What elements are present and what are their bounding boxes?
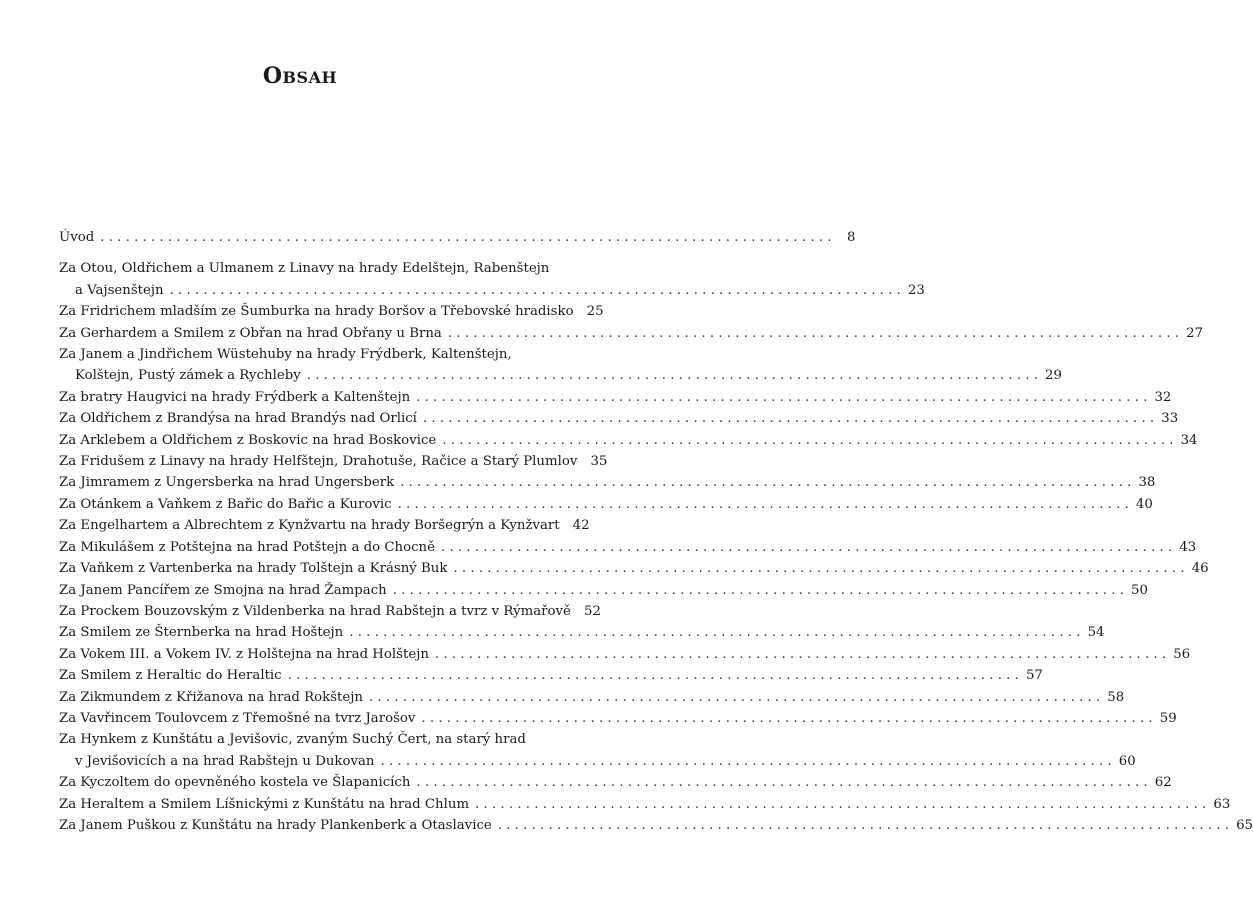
dot-leader: [423, 408, 1154, 429]
toc-entry-title: Za Oldřichem z Brandýsa na hrad Brandýs nad Orlicí: [59, 411, 417, 427]
toc-entry: [59, 644, 1191, 665]
dot-leader: [441, 537, 1172, 558]
title-rest: BSAH: [282, 68, 338, 88]
dot-leader: [416, 387, 1147, 408]
toc-entry-title: Za bratry Haugvici na hrady Frýdberk a Kaltenštejn: [59, 389, 411, 405]
toc-entry: [59, 537, 1197, 558]
toc-page-number: 34: [1180, 432, 1198, 448]
toc-page-number: 60: [1118, 753, 1136, 769]
toc-entry-title: Za Hynkem z Kunštátu a Jevišovic, zvaným Suchý Čert, na starý hrad: [59, 732, 526, 748]
toc-page-number: 35: [590, 454, 608, 470]
toc-entry-title: Za Smilem z Heraltic do Heraltic: [59, 668, 282, 684]
toc-entry: [59, 258, 925, 301]
toc-entry-title: Za Smilem ze Šternberka na hrad Hoštejn: [59, 625, 344, 641]
dot-leader: [369, 687, 1100, 708]
toc-entry: [59, 227, 856, 248]
toc-page-number: 50: [1131, 582, 1148, 598]
toc-entry-title: Za Janem Puškou z Kunštátu na hrady Plankenberk a Otaslavice: [59, 817, 492, 833]
toc-page-number: 40: [1135, 496, 1153, 512]
dot-leader: [393, 580, 1124, 601]
toc-entry-title: Za Otou, Oldřichem a Ulmanem z Linavy na hrady Edelštejn, Rabenštejn: [59, 261, 550, 277]
dot-leader: [400, 472, 1131, 493]
toc-page-number: 59: [1159, 710, 1177, 726]
dot-leader: [498, 815, 1229, 836]
toc-entry-title: Za Fridrichem mladším ze Šumburka na hrady Boršov a Třebovské hradisko: [59, 304, 574, 320]
toc-entry: [59, 451, 608, 472]
toc-entry-title: Za Otánkem a Vaňkem z Bařic do Bařic a Kurovic: [59, 496, 392, 512]
dot-leader: [448, 323, 1179, 344]
toc-entry: [59, 622, 1105, 643]
toc-page-number: 46: [1191, 561, 1209, 577]
toc-entry-title: Za Vavřincem Toulovcem z Třemošné na tvrz Jarošov: [59, 710, 416, 726]
toc-entry: [59, 558, 1209, 579]
toc-entry: [59, 708, 1177, 729]
table-of-contents: [59, 227, 1253, 836]
toc-page-number: 8: [847, 230, 856, 245]
toc-entry-title: Za Heraltem a Smilem Líšnickými z Kunštátu na hrad Chlum: [59, 796, 470, 812]
toc-entry: [59, 494, 1153, 515]
toc-entry: [59, 344, 1062, 387]
toc-entry: [59, 815, 1253, 836]
toc-page-number: 32: [1154, 389, 1172, 405]
toc-entry: [59, 729, 1136, 772]
toc-entry-title: Za Arklebem a Oldřichem z Boskovic na hrad Boskovice: [59, 432, 437, 448]
toc-entry-title: Za Engelhartem a Albrechtem z Kynžvartu na hrady Boršegrýn a Kynžvart: [59, 518, 560, 534]
dot-leader: [435, 644, 1166, 665]
toc-entry-title-continued: a Vajsenštejn: [75, 282, 164, 298]
toc-page-number: 54: [1087, 625, 1105, 641]
toc-page-number: 56: [1173, 646, 1191, 662]
page-title: [0, 63, 600, 89]
dot-leader: [416, 772, 1147, 793]
toc-entry: [59, 687, 1125, 708]
dot-leader: [307, 365, 1038, 386]
toc-entry-title-continued: Kolštejn, Pustý zámek a Rychleby: [75, 368, 301, 384]
toc-page-number: 52: [584, 603, 601, 619]
toc-page-number: 38: [1138, 475, 1156, 491]
toc-page-number: 63: [1213, 796, 1231, 812]
dot-leader: [453, 558, 1184, 579]
dot-leader: [421, 708, 1152, 729]
toc-entry: [59, 387, 1172, 408]
toc-entry-title: Za Janem Pancířem ze Smojna na hrad Žampach: [59, 582, 387, 598]
toc-entry: [59, 472, 1156, 493]
dot-leader: [349, 622, 1080, 643]
toc-entry: [59, 794, 1231, 815]
toc-entry-title: Za Mikulášem z Potštejna na hrad Potštejn a do Chocně: [59, 539, 435, 555]
toc-entry: [59, 430, 1198, 451]
toc-page-number: 57: [1025, 668, 1043, 684]
toc-entry-title: Za Vaňkem z Vartenberka na hrady Tolštejn a Krásný Buk: [59, 561, 448, 577]
toc-entry-title: Za Fridušem z Linavy na hrady Helfštejn, Drahotuše, Račice a Starý Plumlov: [59, 454, 578, 470]
toc-entry: [59, 301, 604, 322]
toc-entry-title: Za Zikmundem z Křižanova na hrad Rokštejn: [59, 689, 363, 705]
dot-leader: [475, 794, 1206, 815]
toc-entry-title: Za Janem a Jindřichem Wüstehuby na hrady Frýdberk, Kaltenštejn,: [59, 347, 512, 363]
toc-entry-title: Za Kyczoltem do opevněného kostela ve Šlapanicích: [59, 775, 411, 791]
dot-leader: [442, 430, 1173, 451]
toc-entry-title: Za Vokem III. a Vokem IV. z Holštejna na hrad Holštejn: [59, 646, 429, 662]
toc-page-number: 25: [586, 304, 604, 320]
toc-page-number: 23: [907, 282, 925, 298]
dot-leader: [380, 751, 1111, 772]
dot-leader: [288, 665, 1019, 686]
dot-leader: [398, 494, 1129, 515]
title-first-letter: O: [262, 63, 283, 90]
toc-page-number: 43: [1179, 539, 1197, 555]
toc-entry: [59, 580, 1148, 601]
dot-leader: [100, 227, 831, 248]
toc-page-number: 58: [1107, 689, 1125, 705]
toc-entry: [59, 601, 601, 622]
toc-entry: [59, 408, 1179, 429]
dot-leader: [170, 280, 901, 301]
toc-page-number: 33: [1161, 411, 1179, 427]
toc-page-number: 29: [1045, 368, 1062, 384]
toc-entry: [59, 515, 590, 536]
toc-page-number: 27: [1186, 325, 1204, 341]
toc-entry-title: Za Prockem Bouzovským z Vildenberka na hrad Rabštejn a tvrz v Rýmařově: [59, 603, 571, 619]
toc-entry-title-continued: v Jevišovicích a na hrad Rabštejn u Dukovan: [75, 753, 375, 769]
toc-entry: [59, 772, 1172, 793]
toc-entry-title: Za Gerhardem a Smilem z Obřan na hrad Obřany u Brna: [59, 325, 442, 341]
toc-entry: [59, 665, 1043, 686]
toc-page-number: 65: [1236, 817, 1253, 833]
toc-entry: [59, 323, 1204, 344]
toc-page-number: 42: [572, 518, 590, 534]
toc-page-number: 62: [1154, 775, 1172, 791]
toc-entry-title: Za Jimramem z Ungersberka na hrad Ungersberk: [59, 475, 395, 491]
toc-entry-title: Úvod: [59, 230, 95, 245]
